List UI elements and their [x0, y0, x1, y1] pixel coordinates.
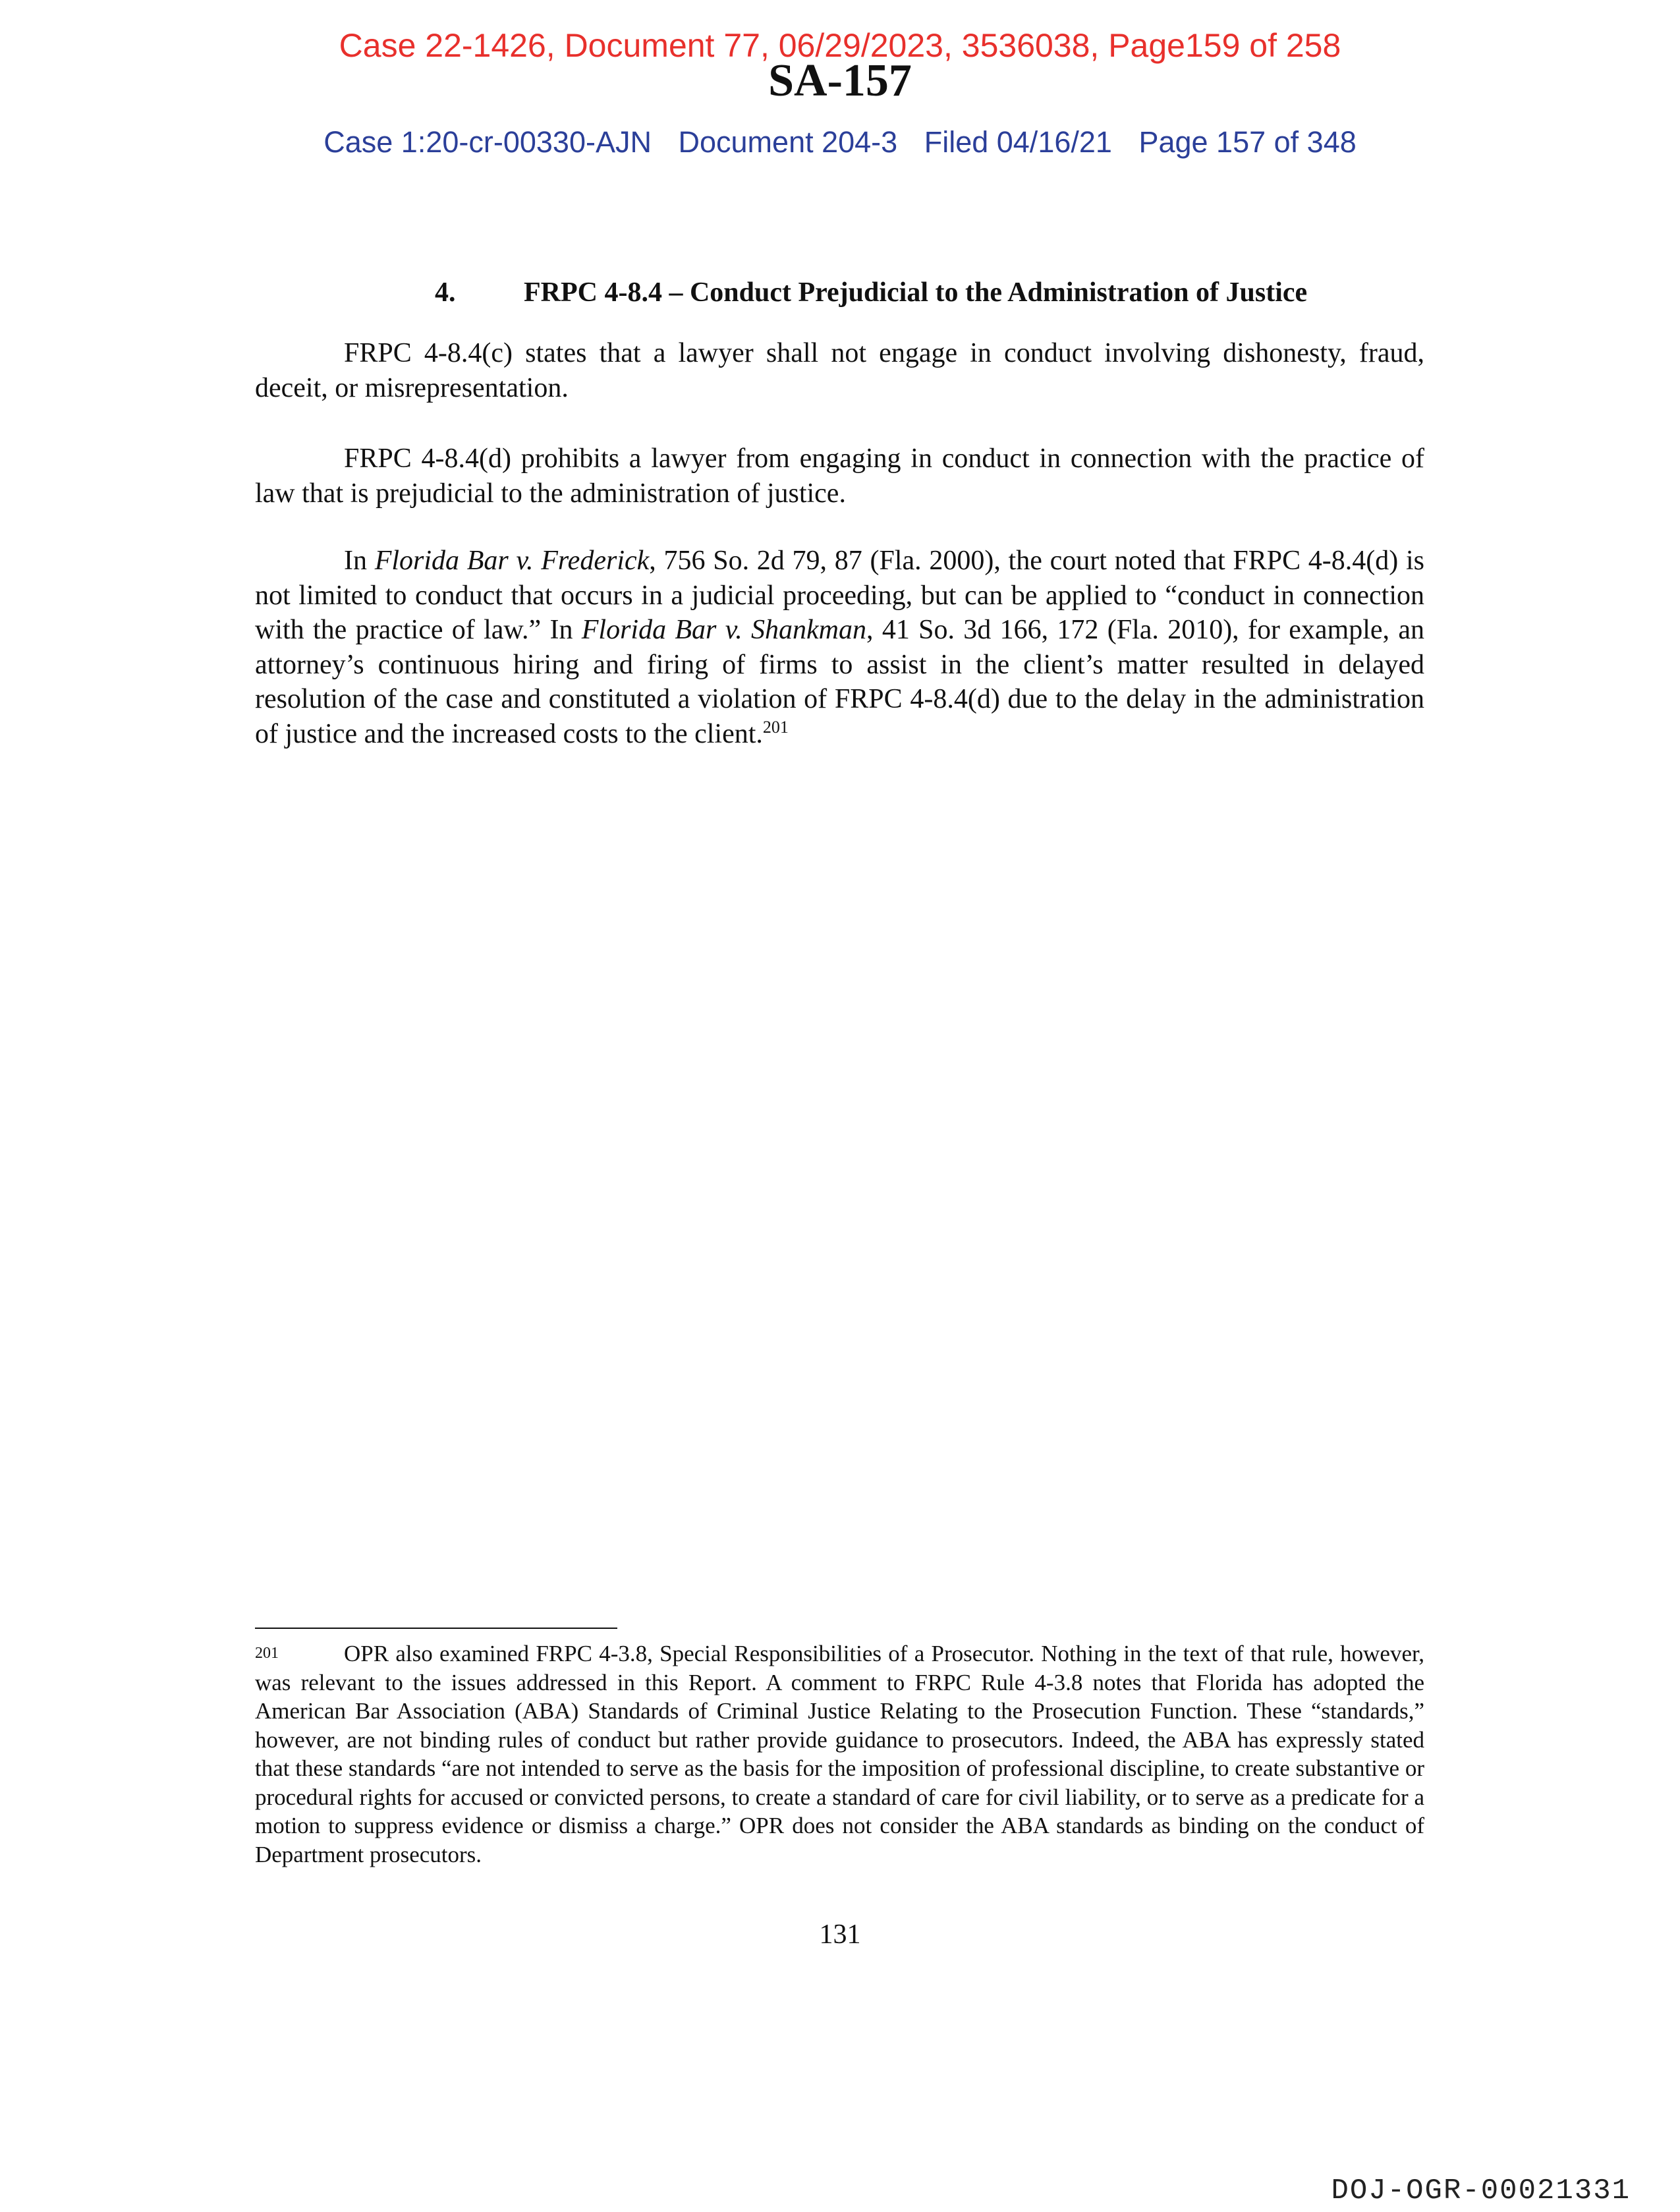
district-case-stamp	[0, 125, 1680, 159]
paragraph-1-text: FRPC 4-8.4(c) states that a lawyer shall not engage in conduct involving dishonesty, fraud, deceit, or misrepresentation.	[255, 338, 1424, 403]
paragraph-2-text: FRPC 4-8.4(d) prohibits a lawyer from engaging in conduct in connection with the practice of law that is prejudicial to the administration of justice.	[255, 443, 1424, 509]
paragraph-3	[255, 544, 1424, 751]
section-number: 4.	[435, 277, 456, 308]
appellate-case-stamp: Case 22-1426, Document 77, 06/29/2023, 3536038, Page159 of 258	[339, 27, 1341, 64]
footnote-number: 201	[255, 1645, 279, 1662]
paragraph-1	[255, 336, 1424, 405]
section-heading	[435, 277, 1307, 308]
footnote-divider	[255, 1628, 617, 1629]
paragraph-3-part-2: , 756 So. 2d 79, 87 (Fla. 2000), the court noted that FRPC 4-8.4(d) is not limited to conduct that occurs in a judicial proceeding, but can be applied to “conduct in connection with the practice of law.” In	[255, 546, 1424, 645]
paragraph-2	[255, 441, 1424, 511]
paragraph-3-part-1: In	[344, 546, 375, 576]
page-number: 131	[819, 1919, 861, 1950]
case-citation-frederick: Florida Bar v. Frederick	[374, 546, 650, 576]
district-page-count: Page 157 of 348	[1138, 125, 1357, 159]
district-filed-date: Filed 04/16/21	[924, 125, 1112, 159]
footnote	[255, 1639, 1424, 1869]
sa-page-label: SA-157	[768, 55, 912, 106]
paragraph-3-part-3: , 41 So. 3d 166, 172 (Fla. 2010), for example, an attorney’s continuous hiring and firing of firms to assist in the client’s matter resulted in delayed resolution of the case and constituted a violation of FRPC 4-8.4(d) due to the delay in the administration of justice and the increased costs to the client.	[255, 615, 1424, 749]
section-title: FRPC 4-8.4 – Conduct Prejudicial to the Administration of Justice	[524, 277, 1308, 308]
district-document-number: Document 204-3	[678, 125, 898, 159]
footnote-text: OPR also examined FRPC 4-3.8, Special Responsibilities of a Prosecutor. Nothing in the text of that rule, however, was relevant to the issues addressed in this Report. A comment to FRPC Rule 4-3.8 notes that Florida has adopted the American Bar Association (ABA) Standards of Criminal Justice Relating to the Prosecution Function. These “standards,” however, are not binding rules of conduct but rather provide guidance to prosecutors. Indeed, the ABA has expressly stated that these standards “are not intended to serve as the basis for the imposition of professional discipline, to create substantive or procedural rights for accused or convicted persons, to create a standard of care for civil liability, or to serve as a predicate for a motion to suppress evidence or dismiss a charge.” OPR does not consider the ABA standards as binding on the conduct of Department prosecutors.	[255, 1641, 1424, 1867]
district-case-number: Case 1:20-cr-00330-AJN	[323, 125, 652, 159]
footnote-body	[255, 1639, 1424, 1869]
footnote-reference: 201	[762, 717, 789, 737]
paragraph-3-text	[255, 544, 1424, 751]
bates-number: DOJ-OGR-00021331	[1331, 2174, 1631, 2207]
case-citation-shankman: Florida Bar v. Shankman	[581, 615, 867, 645]
